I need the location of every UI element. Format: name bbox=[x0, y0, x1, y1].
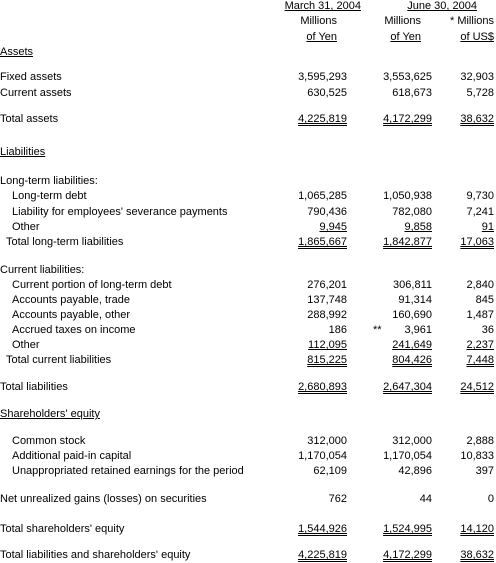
value-march: 1,865,667 bbox=[298, 236, 347, 248]
row-label: Accounts payable, trade bbox=[12, 294, 131, 306]
value-june-yen: 44 bbox=[419, 493, 432, 505]
value-june-usd: 38,632 bbox=[460, 113, 494, 125]
value-march: 790,436 bbox=[307, 206, 347, 218]
row-label: Long-term debt bbox=[12, 190, 87, 202]
value-june-yen: 9,858 bbox=[404, 221, 432, 233]
value-june-yen: 42,896 bbox=[398, 465, 432, 477]
row-label: Total current liabilities bbox=[6, 354, 112, 366]
value-june-yen: 2,647,304 bbox=[383, 381, 432, 393]
column-unit-line1: Millions bbox=[300, 15, 337, 27]
column-unit-line2: of US$ bbox=[460, 31, 494, 43]
column-unit-line1: Millions bbox=[384, 15, 421, 27]
value-march: 1,065,285 bbox=[298, 190, 347, 202]
value-june-usd: 5,728 bbox=[466, 87, 494, 99]
row-label: Additional paid-in capital bbox=[12, 450, 132, 462]
value-june-yen: 306,811 bbox=[393, 279, 432, 291]
footnote-marker: ** bbox=[373, 324, 382, 336]
value-june-yen: 804,426 bbox=[392, 354, 432, 366]
subsection-label: Current liabilities: bbox=[0, 264, 85, 276]
value-june-usd: 7,241 bbox=[466, 206, 494, 218]
value-june-usd: 14,120 bbox=[460, 523, 494, 535]
value-june-yen: 241,649 bbox=[392, 339, 432, 351]
value-june-usd: 17,063 bbox=[460, 236, 494, 248]
value-june-yen: 3,553,625 bbox=[383, 71, 432, 83]
value-june-usd: 91 bbox=[481, 221, 494, 233]
row-label: Total shareholders' equity bbox=[0, 523, 125, 535]
value-june-yen: 618,673 bbox=[392, 87, 432, 99]
value-june-usd: 32,903 bbox=[460, 71, 494, 83]
value-march: 2,680,893 bbox=[298, 381, 347, 393]
row-label: Accrued taxes on income bbox=[12, 324, 136, 336]
section-heading-liabilities: Liabilities bbox=[0, 146, 46, 158]
value-june-usd: 2,237 bbox=[466, 339, 494, 351]
row-label: Current assets bbox=[0, 87, 72, 99]
value-march: 4,225,819 bbox=[298, 549, 347, 561]
value-june-yen: 1,842,877 bbox=[383, 236, 432, 248]
value-june-usd: 2,840 bbox=[466, 279, 494, 291]
value-march: 815,225 bbox=[307, 354, 347, 366]
value-march: 1,544,926 bbox=[298, 523, 347, 535]
row-label: Total long-term liabilities bbox=[6, 236, 124, 248]
value-june-yen: 160,690 bbox=[392, 309, 432, 321]
value-june-usd: 845 bbox=[475, 294, 494, 306]
value-june-yen: 312,000 bbox=[392, 435, 432, 447]
row-label: Common stock bbox=[12, 435, 86, 447]
value-june-yen: 91,314 bbox=[398, 294, 432, 306]
value-june-yen: 782,080 bbox=[392, 206, 432, 218]
value-march: 630,525 bbox=[307, 87, 347, 99]
value-june-yen: 4,172,299 bbox=[383, 113, 432, 125]
value-march: 312,000 bbox=[307, 435, 347, 447]
value-march: 137,748 bbox=[307, 294, 347, 306]
value-june-yen: 3,961 bbox=[404, 324, 432, 336]
value-march: 762 bbox=[328, 493, 347, 505]
column-unit-line2: of Yen bbox=[390, 31, 421, 43]
row-label: Fixed assets bbox=[0, 71, 62, 83]
section-heading-equity: Shareholders' equity bbox=[0, 408, 100, 420]
value-march: 62,109 bbox=[313, 465, 347, 477]
row-label: Total liabilities bbox=[0, 381, 68, 393]
value-june-usd: 10,833 bbox=[460, 450, 494, 462]
value-march: 3,595,293 bbox=[298, 71, 347, 83]
value-june-usd: 9,730 bbox=[466, 190, 494, 202]
value-june-yen: 1,524,995 bbox=[383, 523, 432, 535]
row-label: Liability for employees' severance payments bbox=[12, 206, 228, 218]
value-march: 4,225,819 bbox=[298, 113, 347, 125]
value-march: 9,945 bbox=[319, 221, 347, 233]
row-label: Total liabilities and shareholders' equity bbox=[0, 549, 191, 561]
subsection-label: Long-term liabilities: bbox=[0, 175, 98, 187]
column-unit-line2: of Yen bbox=[306, 31, 337, 43]
value-june-usd: 7,448 bbox=[466, 354, 494, 366]
value-march: 288,992 bbox=[307, 309, 347, 321]
value-june-usd: 0 bbox=[487, 493, 494, 505]
column-date-june: June 30, 2004 bbox=[407, 0, 477, 12]
value-june-usd: 1,487 bbox=[466, 309, 494, 321]
value-march: 186 bbox=[328, 324, 347, 336]
value-june-usd: 397 bbox=[475, 465, 494, 477]
value-june-usd: 2,888 bbox=[466, 435, 494, 447]
value-june-yen: 4,172,299 bbox=[383, 549, 432, 561]
value-march: 276,201 bbox=[307, 279, 347, 291]
value-march: 112,095 bbox=[308, 339, 347, 351]
row-label: Net unrealized gains (losses) on securities bbox=[0, 493, 207, 505]
column-date-march: March 31, 2004 bbox=[284, 0, 361, 12]
row-label: Other bbox=[12, 339, 40, 351]
value-june-usd: 24,512 bbox=[460, 381, 494, 393]
row-label: Total assets bbox=[0, 113, 59, 125]
column-unit-line1: * Millions bbox=[449, 15, 494, 27]
row-label: Other bbox=[12, 221, 40, 233]
row-label: Current portion of long-term debt bbox=[12, 279, 172, 291]
value-june-yen: 1,170,054 bbox=[383, 450, 432, 462]
value-march: 1,170,054 bbox=[298, 450, 347, 462]
value-june-usd: 36 bbox=[481, 324, 494, 336]
row-label: Accounts payable, other bbox=[12, 309, 131, 321]
value-june-usd: 38,632 bbox=[460, 549, 494, 561]
section-heading-assets: Assets bbox=[0, 46, 34, 58]
row-label: Unappropriated retained earnings for the period bbox=[12, 465, 244, 477]
value-june-yen: 1,050,938 bbox=[383, 190, 432, 202]
